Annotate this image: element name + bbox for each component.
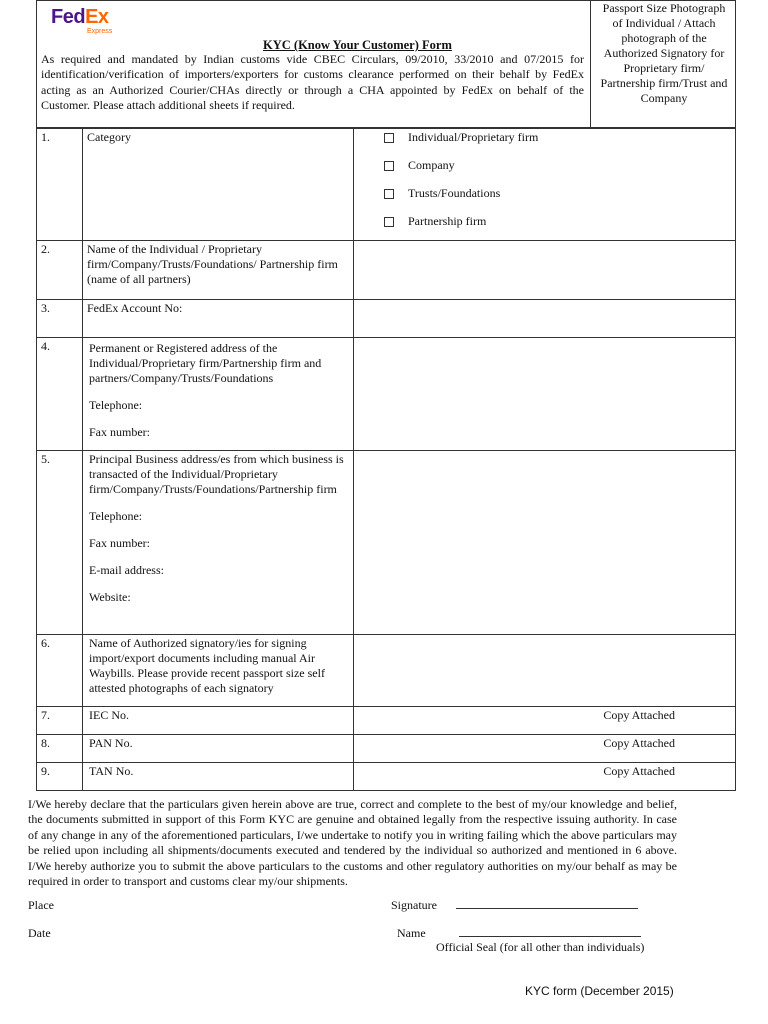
name-label: Name — [397, 926, 426, 940]
business-address-field[interactable] — [354, 451, 736, 635]
fax-label: Fax number: — [89, 536, 150, 550]
kyc-table — [36, 128, 736, 791]
fax-label: Fax number: — [89, 425, 150, 439]
account-number-field[interactable] — [354, 300, 736, 338]
row-label: Name of Authorized signatory/ies for signing import/export documents including manual Air Waybills. Please provide recent passport size self attested photographs of each signatory — [83, 635, 354, 707]
row-label — [83, 451, 354, 635]
row-number: 3. — [37, 300, 83, 338]
photo-box[interactable]: Passport Size Photograph of Individual / Attach photograph of the Authorized Signatory for Proprietary firm/ Partnership firm/Trust and Company — [590, 0, 737, 128]
row-label: FedEx Account No: — [83, 300, 354, 338]
checkbox-icon[interactable] — [384, 161, 394, 171]
logo-ex: Ex — [85, 6, 109, 28]
row-number: 9. — [37, 763, 83, 791]
name-row — [397, 926, 641, 941]
fedex-logo — [51, 7, 131, 43]
name-field[interactable] — [354, 241, 736, 300]
option-label: Trusts/Foundations — [408, 186, 501, 200]
row-number: 7. — [37, 707, 83, 735]
place-label: Place — [28, 898, 54, 912]
row-label-text: Principal Business address/es from which business is transacted of the Individual/Proprietary firm/Company/Trusts/Foundations/Partnership firm — [89, 452, 344, 496]
date-label: Date — [28, 926, 51, 940]
row-number: 1. — [37, 129, 83, 241]
table-row — [37, 300, 736, 338]
checkbox-icon[interactable] — [384, 189, 394, 199]
tan-copy-status: Copy Attached — [354, 763, 736, 791]
category-option-individual[interactable] — [358, 130, 731, 145]
telephone-label: Telephone: — [89, 509, 143, 523]
logo-fed: Fed — [51, 6, 86, 28]
row-label: PAN No. — [83, 735, 354, 763]
row-number: 5. — [37, 451, 83, 635]
table-row — [37, 635, 736, 707]
name-line[interactable] — [459, 926, 641, 937]
declaration-text: I/We hereby declare that the particulars given herein above are true, correct and complete to the best of my/our knowledge and belief, the documents submitted in support of this Form KYC are genuine and obtained legally from the respective issuing authority. In case of any change in any of the aforementioned particulars, I/we undertake to notify you in writing failing which the above particulars may be relied upon including all shipments/documents executed and tendered by the individual so authorized and mentioned in 6 above. I/We hereby authorize you to submit the above particulars to the customs and other regulatory authorities on my/our behalf as may be required in order to transport and customs clear my/our shipments. — [28, 797, 677, 889]
signature-label: Signature — [391, 898, 437, 912]
category-option-partnership[interactable] — [358, 214, 731, 229]
row-label: IEC No. — [83, 707, 354, 735]
row-label: TAN No. — [83, 763, 354, 791]
intro-text: As required and mandated by Indian customs vide CBEC Circulars, 09/2010, 33/2010 and 07/2015 for identification/verification of importers/exporters for customs clearance performed on their behalf by FedEx acting as an Authorized Courier/CHAs directly or through a CHA appointed by FedEx on behalf of the Customer. Please attach additional sheets if required. — [41, 52, 584, 113]
checkbox-icon[interactable] — [384, 217, 394, 227]
table-row — [37, 735, 736, 763]
option-label: Partnership firm — [408, 214, 487, 228]
form-header — [36, 0, 736, 128]
row-label: Name of the Individual / Proprietary firm/Company/Trusts/Foundations/ Partnership firm (name of all partners) — [83, 241, 354, 300]
website-label: Website: — [89, 590, 131, 604]
option-label: Individual/Proprietary firm — [408, 130, 539, 144]
signature-line[interactable] — [456, 898, 638, 909]
row-number: 2. — [37, 241, 83, 300]
checkbox-icon[interactable] — [384, 133, 394, 143]
table-row — [37, 129, 736, 241]
logo-sub: Express — [87, 28, 113, 35]
table-row — [37, 451, 736, 635]
form-title: KYC (Know Your Customer) Form — [263, 38, 452, 52]
row-number: 6. — [37, 635, 83, 707]
authorized-signatory-field[interactable] — [354, 635, 736, 707]
category-option-trusts[interactable] — [358, 186, 731, 201]
email-label: E-mail address: — [89, 563, 164, 577]
signature-row — [391, 898, 638, 913]
row-number: 4. — [37, 338, 83, 451]
row-label-text: Permanent or Registered address of the Individual/Proprietary firm/Partnership firm and partners/Company/Trusts/Foundations — [89, 341, 322, 385]
official-seal-label: Official Seal (for all other than individuals) — [436, 940, 645, 954]
table-row — [37, 763, 736, 791]
table-row — [37, 707, 736, 735]
row-number: 8. — [37, 735, 83, 763]
registered-address-field[interactable] — [354, 338, 736, 451]
option-label: Company — [408, 158, 455, 172]
pan-copy-status: Copy Attached — [354, 735, 736, 763]
row-label: Category — [83, 129, 354, 241]
category-options — [354, 129, 736, 241]
iec-copy-status: Copy Attached — [354, 707, 736, 735]
form-footer: KYC form (December 2015) — [525, 984, 674, 998]
category-option-company[interactable] — [358, 158, 731, 173]
table-row — [37, 338, 736, 451]
table-row — [37, 241, 736, 300]
row-label — [83, 338, 354, 451]
telephone-label: Telephone: — [89, 398, 143, 412]
